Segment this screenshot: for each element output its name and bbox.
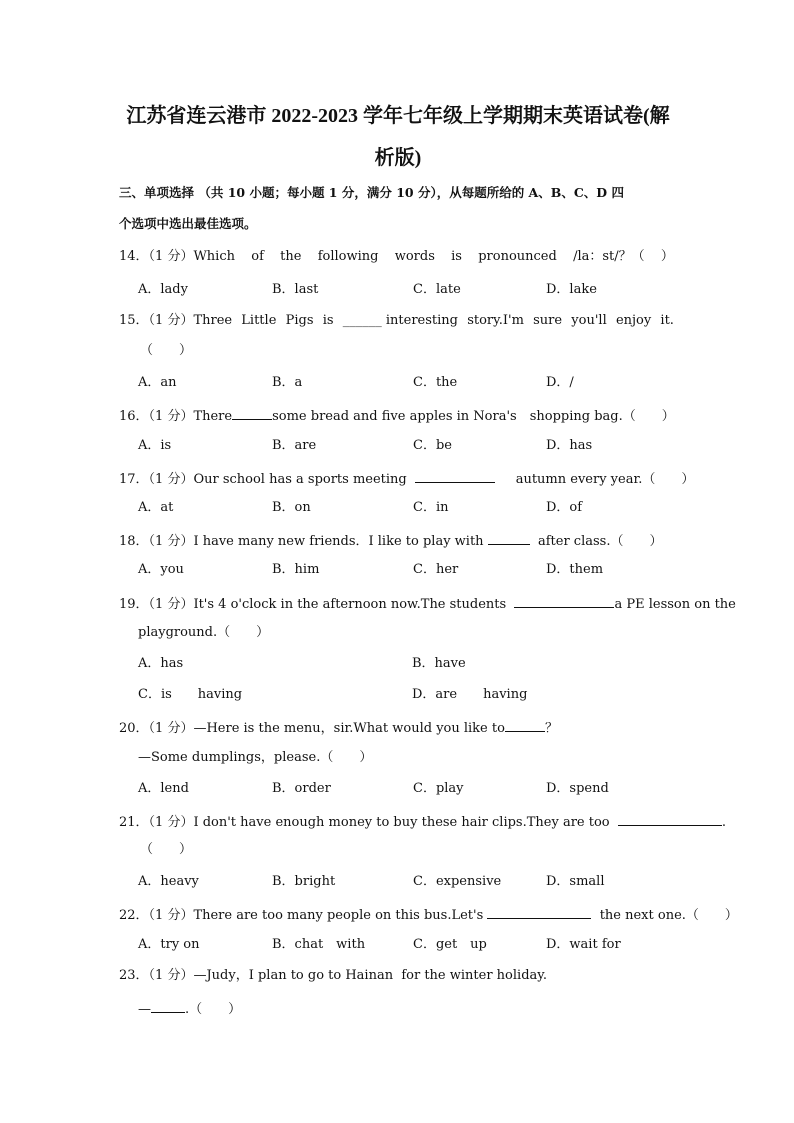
q22-option-a[interactable]: A．try on: [138, 937, 200, 952]
question-22: [119, 906, 738, 922]
q14-word: following: [317, 249, 379, 264]
q16-stem-end: some bread and five apples in Nora's shopping bag.（ ）: [272, 409, 675, 424]
q14-word: pronounced: [478, 249, 557, 264]
answer-blank: [151, 1000, 185, 1013]
q17-option-c[interactable]: C．in: [413, 500, 449, 515]
q22-option-c[interactable]: C．get up: [413, 937, 487, 952]
q16-option-a[interactable]: A．is: [138, 438, 172, 453]
q15-word: you'll: [571, 313, 607, 328]
q15-option-d[interactable]: D．/: [546, 375, 574, 390]
q18-option-c[interactable]: C．her: [413, 562, 459, 577]
question-19: [119, 595, 736, 611]
section-heading-line-2: 个选项中选出最佳选项。: [119, 216, 257, 231]
q15-word: enjoy: [615, 313, 652, 328]
question-15: [119, 314, 674, 327]
q15-option-b[interactable]: B．a: [272, 375, 303, 390]
q14-option-d[interactable]: D．lake: [546, 282, 597, 297]
q21-option-a[interactable]: A．heavy: [138, 874, 199, 889]
question-20: [119, 719, 558, 735]
question-18: [119, 532, 662, 548]
q21-stem-end: .: [721, 815, 727, 830]
q14-option-c[interactable]: C．late: [413, 282, 461, 297]
section-heading-line-1: 三、单项选择 （共 10 小题；每小题 1 分，满分 10 分），从每题所给的 A、B、C、D 四: [119, 185, 624, 200]
page-title-line-1: 江苏省连云港市 2022-2023 学年七年级上学期期末英语试卷(解: [126, 105, 670, 127]
q18-option-b[interactable]: B．him: [272, 562, 320, 577]
q19-option-d[interactable]: D．are having: [412, 687, 528, 702]
q17-option-b[interactable]: B．on: [272, 500, 311, 515]
q14-word: 14．（1 分）Which: [119, 249, 235, 264]
q15-word: sure: [533, 313, 563, 328]
q15-word: story.I'm: [467, 313, 524, 328]
question-16: [119, 407, 675, 423]
q16-option-d[interactable]: D．has: [546, 438, 593, 453]
q21-option-c[interactable]: C．expensive: [413, 874, 502, 889]
q16-stem-start: 16．（1 分）There: [119, 409, 233, 424]
page-title-line-2: 析版): [374, 147, 422, 169]
q16-option-b[interactable]: B．are: [272, 438, 317, 453]
q15-answer-paren: （ ）: [140, 343, 193, 358]
q14-word: ）: [660, 249, 674, 264]
answer-blank: [505, 719, 545, 732]
q17-stem-end: autumn every year.（ ）: [515, 472, 695, 487]
q23-dash: —: [138, 1002, 151, 1017]
q21-option-b[interactable]: B．bright: [272, 874, 336, 889]
q19-option-c[interactable]: C．is having: [138, 687, 243, 702]
q17-stem-start: 17．（1 分）Our school has a sports meeting: [119, 472, 407, 487]
q18-option-d[interactable]: D．them: [546, 562, 604, 577]
q18-stem-end: after class.（ ）: [537, 534, 663, 549]
q15-word: Pigs: [285, 313, 314, 328]
question-14: [119, 250, 674, 263]
answer-blank: [487, 906, 591, 919]
q20-option-d[interactable]: D．spend: [546, 781, 609, 796]
q19-stem-line-2: playground.（ ）: [138, 625, 270, 640]
answer-blank: [488, 532, 530, 545]
q15-word: is: [322, 313, 334, 328]
q15-option-a[interactable]: A．an: [138, 375, 177, 390]
q14-word: of: [251, 249, 264, 264]
q15-word: it.: [660, 313, 674, 328]
q15-option-c[interactable]: C．the: [413, 375, 458, 390]
question-23: 23．（1 分）—Judy，I plan to go to Hainan for the winter holiday.: [119, 968, 548, 983]
q21-answer-paren: （ ）: [140, 842, 193, 857]
q15-word: Little: [241, 313, 277, 328]
answer-blank: [514, 595, 614, 608]
q14-word: words: [394, 249, 435, 264]
q22-option-b[interactable]: B．chat with: [272, 937, 366, 952]
q15-word: ______ interesting: [342, 313, 458, 328]
q17-option-d[interactable]: D．of: [546, 500, 583, 515]
q23-stem-end: .（ ）: [185, 1002, 242, 1017]
q18-stem-start: 18．（1 分）I have many new friends．I like to play with: [119, 534, 484, 549]
q21-option-d[interactable]: D．small: [546, 874, 605, 889]
q15-word: 15．（1 分）Three: [119, 313, 233, 328]
answer-blank: [232, 407, 272, 420]
q20-stem-start: 20．（1 分）—Here is the menu，sir.What would you like to: [119, 721, 505, 736]
q14-word: /la：st/？（: [573, 249, 645, 264]
q22-option-d[interactable]: D．wait for: [546, 937, 621, 952]
q19-stem-end: a PE lesson on the: [614, 597, 736, 612]
q17-option-a[interactable]: A．at: [138, 500, 174, 515]
q16-option-c[interactable]: C．be: [413, 438, 452, 453]
q14-option-a[interactable]: A．lady: [138, 282, 188, 297]
q19-stem-start: 19．（1 分）It's 4 o'clock in the afternoon now.The students: [119, 597, 507, 612]
q20-stem-end: ？: [544, 721, 558, 736]
q20-option-a[interactable]: A．lend: [138, 781, 189, 796]
q14-word: the: [280, 249, 302, 264]
q22-stem-start: 22．（1 分）There are too many people on this bus.Let's: [119, 908, 484, 923]
q20-option-b[interactable]: B．order: [272, 781, 331, 796]
q14-word: is: [451, 249, 462, 264]
q21-stem-start: 21．（1 分）I don't have enough money to buy these hair clips.They are too: [119, 815, 610, 830]
q18-option-a[interactable]: A．you: [138, 562, 184, 577]
q14-option-b[interactable]: B．last: [272, 282, 319, 297]
answer-blank: [415, 470, 495, 483]
q20-stem-line-2: —Some dumplings，please.（ ）: [138, 750, 373, 765]
question-21: [119, 813, 726, 829]
q20-option-c[interactable]: C．play: [413, 781, 464, 796]
q22-stem-end: the next one.（ ）: [599, 908, 738, 923]
question-17: [119, 470, 694, 486]
q19-option-a[interactable]: A．has: [138, 656, 184, 671]
answer-blank: [618, 813, 722, 826]
q23-stem-line-2: [138, 1000, 241, 1016]
q19-option-b[interactable]: B．have: [412, 656, 466, 671]
